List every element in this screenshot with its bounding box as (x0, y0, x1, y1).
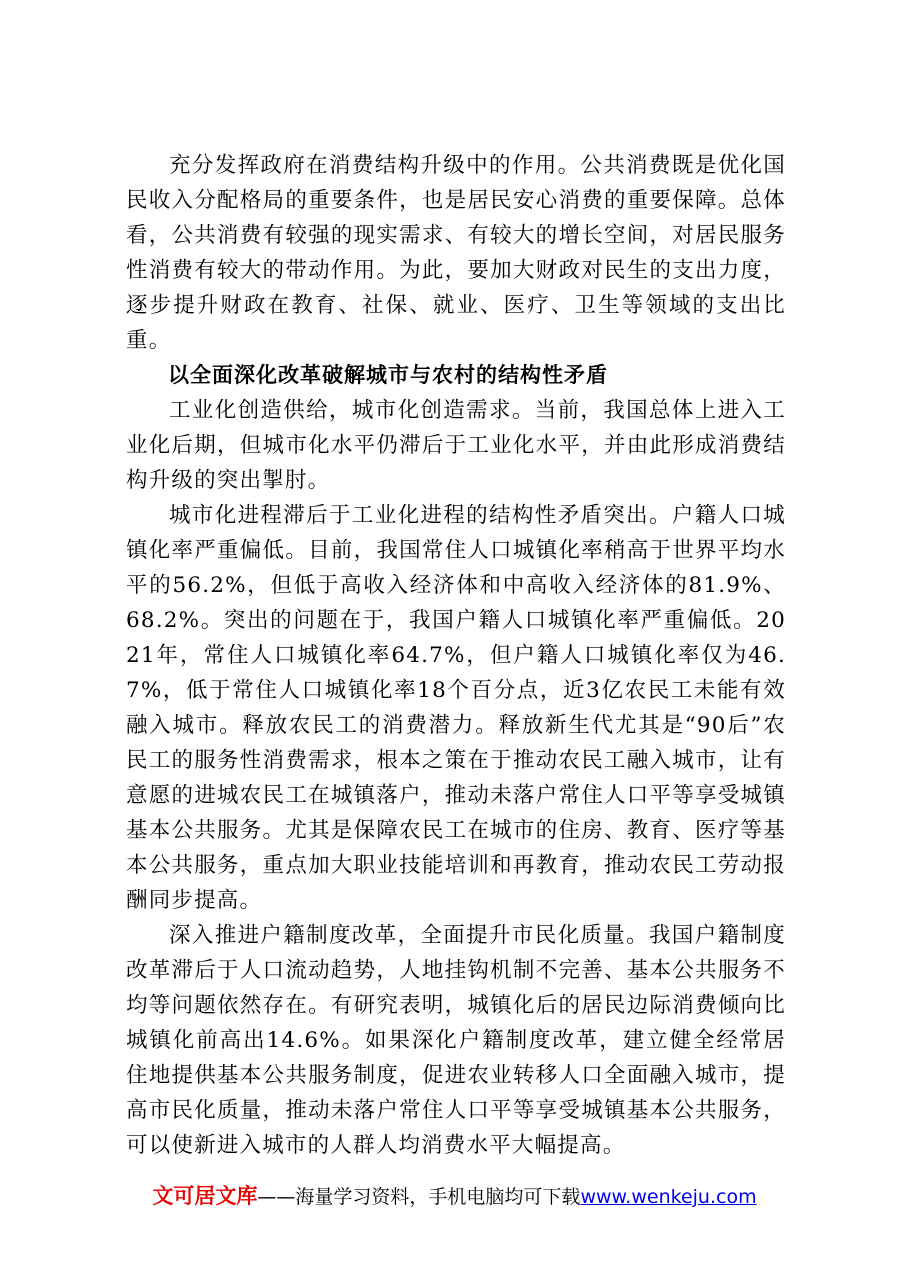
paragraph-household-registration: 深入推进户籍制度改革，全面提升市民化质量。我国户籍制度改革滞后于人口流动趋势，人地挂钩机制不完善、基本公共服务不均等问题依然存在。有研究表明，城镇化后的居民边际消费倾向比城镇化前高出14.6%。如果深化户籍制度改革，建立健全经常居住地提供基本公共服务制度，促进农业转移人口全面融入城市，提高市民化质量，推动未落户常住人口平等享受城镇基本公共服务，可以使新进入城市的人群人均消费水平大幅提高。 (126, 923, 786, 1158)
section-heading: 以全面深化改革破解城市与农村的结构性矛盾 (168, 363, 608, 387)
paragraph-urbanization-gap: 城市化进程滞后于工业化进程的结构性矛盾突出。户籍人口城镇化率严重偏低。目前，我国常住人口城镇化率稍高于世界平均水平的56.2%，但低于高收入经济体和中高收入经济体的81.9%、68.2%。突出的问题在于，我国户籍人口城镇化率严重偏低。2021年，常住人口城镇化率64.7%，但户籍人口城镇化率仅为46.7%，低于常住人口城镇化率18个百分点，近3亿农民工未能有效融入城市。释放农民工的消费潜力。释放新生代尤其是“90后”农民工的服务性消费需求，根本之策在于推动农民工融入城市，让有意愿的进城农民工在城镇落户，推动未落户常住人口平等享受城镇基本公共服务。尤其是保障农民工在城市的住房、教育、医疗等基本公共服务，重点加大职业技能培训和再教育，推动农民工劳动报酬同步提高。 (126, 503, 786, 913)
footer-link[interactable]: www.wenkeju.com (580, 1186, 757, 1208)
footer-watermark (0, 1181, 909, 1212)
footer-tagline: ——海量学习资料，手机电脑均可下载 (257, 1186, 581, 1208)
document-body (126, 148, 786, 1163)
paragraph-public-consumption: 充分发挥政府在消费结构升级中的作用。公共消费既是优化国民收入分配格局的重要条件，也是居民安心消费的重要保障。总体看，公共消费有较强的现实需求、有较大的增长空间，对居民服务性消费有较大的带动作用。为此，要加大财政对民生的支出力度，逐步提升财政在教育、社保、就业、医疗、卫生等领域的支出比重。 (126, 153, 786, 353)
paragraph-industrialization: 工业化创造供给，城市化创造需求。当前，我国总体上进入工业化后期，但城市化水平仍滞后于工业化水平，并由此形成消费结构升级的突出掣肘。 (126, 398, 786, 493)
footer-brand: 文可居文库 (152, 1184, 258, 1208)
